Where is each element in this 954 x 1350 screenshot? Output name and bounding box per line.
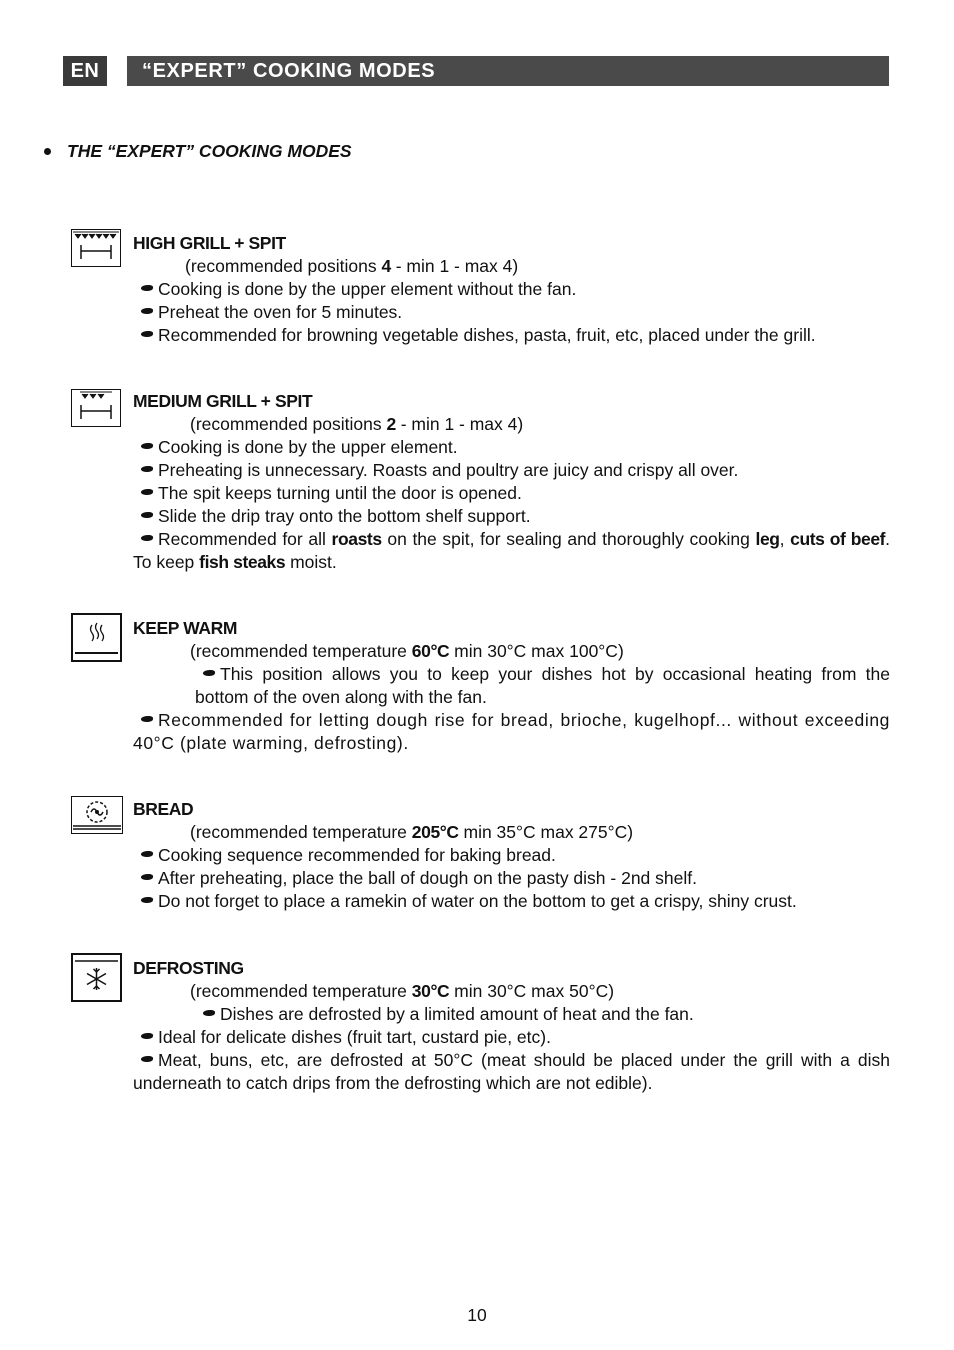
list-item: Recommended for letting dough rise for bread, brioche, kugelhopf... without exceeding 40°C (plate warming, defrosting).	[133, 710, 890, 753]
mode-title: MEDIUM GRILL + SPIT	[133, 391, 313, 411]
bullet-icon	[140, 535, 153, 541]
mode-title: KEEP WARM	[133, 618, 238, 638]
mode-keep-warm	[133, 617, 890, 755]
section-title: THE “EXPERT” COOKING MODES	[67, 141, 352, 161]
mode-high-grill	[133, 232, 890, 347]
bullet-icon	[140, 489, 153, 495]
section-bullet-icon	[44, 148, 51, 155]
bullet-icon	[140, 443, 153, 449]
bullet-icon	[140, 1033, 153, 1039]
bullet-icon	[140, 308, 153, 314]
bread-icon	[71, 796, 123, 834]
medium-grill-icon	[71, 389, 121, 427]
bullet-icon	[140, 1056, 153, 1062]
bullet-icon	[140, 874, 153, 880]
bullet-icon	[140, 512, 153, 518]
high-grill-icon	[71, 229, 121, 267]
list-item: Cooking is done by the upper element.	[133, 436, 890, 459]
language-badge: EN	[63, 56, 107, 86]
list-item: Cooking sequence recommended for baking bread.	[133, 844, 890, 867]
mode-title: BREAD	[133, 799, 194, 819]
recommended-positions: (recommended positions 4 - min 1 - max 4)	[185, 256, 519, 276]
mode-title: HIGH GRILL + SPIT	[133, 233, 286, 253]
list-item: Ideal for delicate dishes (fruit tart, custard pie, etc).	[133, 1026, 890, 1049]
mode-title: DEFROSTING	[133, 958, 244, 978]
list-item: Recommended for all roasts on the spit, for sealing and thoroughly cooking leg, cuts of beef. To keep fish steaks moist.	[133, 529, 890, 572]
recommended-temperature: (recommended temperature 30°C min 30°C max 50°C)	[190, 981, 615, 1001]
bullet-icon	[140, 331, 153, 337]
recommended-temperature: (recommended temperature 205°C min 35°C max 275°C)	[190, 822, 634, 842]
mode-defrosting	[133, 957, 890, 1095]
list-item: Do not forget to place a ramekin of water on the bottom to get a crispy, shiny crust.	[133, 890, 890, 913]
recommended-positions: (recommended positions 2 - min 1 - max 4)	[190, 414, 524, 434]
bullet-icon	[140, 466, 153, 472]
bullet-icon	[140, 897, 153, 903]
list-item: Meat, buns, etc, are defrosted at 50°C (meat should be placed under the grill with a dish underneath to catch drips from the defrosting which are not edible).	[133, 1050, 890, 1093]
list-item: Dishes are defrosted by a limited amount of heat and the fan.	[133, 1003, 890, 1026]
bullet-icon	[140, 285, 153, 291]
bullet-icon	[202, 670, 215, 676]
bullet-icon	[202, 1010, 215, 1016]
list-item: Recommended for browning vegetable dishes, pasta, fruit, etc, placed under the grill.	[133, 324, 890, 347]
header-title: “EXPERT” COOKING MODES	[127, 56, 889, 86]
keep-warm-icon	[71, 613, 122, 662]
bullet-icon	[140, 851, 153, 857]
mode-bread	[133, 798, 890, 913]
defrosting-icon	[71, 953, 122, 1002]
list-item: Preheating is unnecessary. Roasts and poultry are juicy and crispy all over.	[133, 459, 890, 482]
page-header	[63, 56, 889, 86]
list-item: After preheating, place the ball of dough on the pasty dish - 2nd shelf.	[133, 867, 890, 890]
list-item: The spit keeps turning until the door is opened.	[133, 482, 890, 505]
list-item: Preheat the oven for 5 minutes.	[133, 301, 890, 324]
list-item: Slide the drip tray onto the bottom shelf support.	[133, 505, 890, 528]
page-number: 10	[467, 1305, 487, 1325]
mode-medium-grill	[133, 390, 890, 574]
list-item: Cooking is done by the upper element without the fan.	[133, 278, 890, 301]
bullet-icon	[140, 716, 153, 722]
recommended-temperature: (recommended temperature 60°C min 30°C max 100°C)	[190, 641, 624, 661]
list-item: This position allows you to keep your dishes hot by occasional heating from the bottom of the oven along with the fan.	[195, 664, 890, 707]
